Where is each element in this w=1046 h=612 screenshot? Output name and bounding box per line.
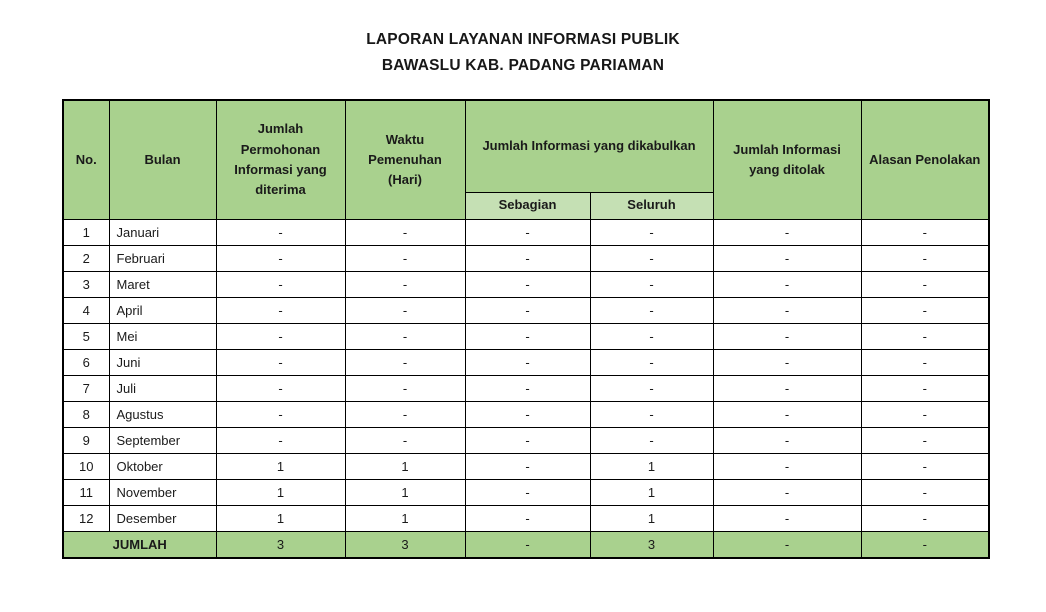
cell-permohonan: - — [216, 401, 345, 427]
cell-waktu: - — [345, 349, 465, 375]
cell-no: 3 — [63, 271, 109, 297]
cell-ditolak: - — [713, 505, 861, 531]
cell-sebagian: - — [465, 427, 590, 453]
cell-sebagian: - — [465, 245, 590, 271]
header-sebagian: Sebagian — [465, 192, 590, 219]
header-seluruh: Seluruh — [590, 192, 713, 219]
cell-waktu: - — [345, 271, 465, 297]
cell-waktu: 1 — [345, 453, 465, 479]
cell-waktu: - — [345, 219, 465, 245]
cell-no: 1 — [63, 219, 109, 245]
cell-waktu: - — [345, 297, 465, 323]
total-ditolak: - — [713, 531, 861, 558]
cell-no: 6 — [63, 349, 109, 375]
cell-ditolak: - — [713, 245, 861, 271]
cell-permohonan: - — [216, 375, 345, 401]
cell-alasan: - — [861, 349, 989, 375]
cell-alasan: - — [861, 479, 989, 505]
cell-permohonan: 1 — [216, 505, 345, 531]
table-row — [63, 349, 989, 375]
total-seluruh: 3 — [590, 531, 713, 558]
cell-bulan: September — [109, 427, 216, 453]
total-label: JUMLAH — [63, 531, 216, 558]
cell-waktu: - — [345, 401, 465, 427]
cell-ditolak: - — [713, 375, 861, 401]
total-row — [63, 531, 989, 558]
header-alasan: Alasan Penolakan — [861, 100, 989, 219]
cell-no: 2 — [63, 245, 109, 271]
cell-alasan: - — [861, 401, 989, 427]
cell-sebagian: - — [465, 323, 590, 349]
header-row-main — [63, 100, 989, 192]
cell-seluruh: 1 — [590, 479, 713, 505]
cell-alasan: - — [861, 323, 989, 349]
cell-no: 7 — [63, 375, 109, 401]
report-title — [0, 27, 1046, 79]
cell-seluruh: - — [590, 219, 713, 245]
cell-no: 9 — [63, 427, 109, 453]
cell-no: 12 — [63, 505, 109, 531]
cell-sebagian: - — [465, 375, 590, 401]
cell-ditolak: - — [713, 479, 861, 505]
table-row — [63, 297, 989, 323]
cell-bulan: November — [109, 479, 216, 505]
cell-ditolak: - — [713, 349, 861, 375]
cell-bulan: Januari — [109, 219, 216, 245]
cell-sebagian: - — [465, 505, 590, 531]
cell-permohonan: - — [216, 271, 345, 297]
header-dikabulkan: Jumlah Informasi yang dikabulkan — [465, 100, 713, 192]
cell-permohonan: - — [216, 427, 345, 453]
table-row — [63, 323, 989, 349]
cell-ditolak: - — [713, 453, 861, 479]
table-row — [63, 271, 989, 297]
cell-no: 4 — [63, 297, 109, 323]
cell-alasan: - — [861, 271, 989, 297]
cell-bulan: Juni — [109, 349, 216, 375]
cell-waktu: 1 — [345, 479, 465, 505]
cell-seluruh: - — [590, 323, 713, 349]
cell-waktu: - — [345, 375, 465, 401]
cell-ditolak: - — [713, 323, 861, 349]
header-no: No. — [63, 100, 109, 219]
cell-ditolak: - — [713, 297, 861, 323]
cell-seluruh: - — [590, 401, 713, 427]
cell-no: 10 — [63, 453, 109, 479]
cell-bulan: Oktober — [109, 453, 216, 479]
cell-ditolak: - — [713, 427, 861, 453]
table-header — [63, 100, 989, 219]
cell-permohonan: - — [216, 297, 345, 323]
cell-seluruh: - — [590, 245, 713, 271]
cell-seluruh: 1 — [590, 505, 713, 531]
cell-permohonan: - — [216, 323, 345, 349]
table-row — [63, 453, 989, 479]
table-row — [63, 219, 989, 245]
cell-sebagian: - — [465, 349, 590, 375]
cell-sebagian: - — [465, 453, 590, 479]
cell-waktu: - — [345, 323, 465, 349]
total-permohonan: 3 — [216, 531, 345, 558]
header-ditolak: Jumlah Informasi yang ditolak — [713, 100, 861, 219]
cell-alasan: - — [861, 427, 989, 453]
cell-ditolak: - — [713, 401, 861, 427]
cell-permohonan: - — [216, 245, 345, 271]
cell-seluruh: - — [590, 271, 713, 297]
cell-bulan: April — [109, 297, 216, 323]
cell-bulan: Juli — [109, 375, 216, 401]
table-row — [63, 479, 989, 505]
cell-alasan: - — [861, 219, 989, 245]
cell-ditolak: - — [713, 219, 861, 245]
table-row — [63, 375, 989, 401]
cell-permohonan: 1 — [216, 453, 345, 479]
cell-no: 8 — [63, 401, 109, 427]
cell-no: 11 — [63, 479, 109, 505]
cell-alasan: - — [861, 245, 989, 271]
cell-seluruh: - — [590, 349, 713, 375]
cell-alasan: - — [861, 453, 989, 479]
table-row — [63, 401, 989, 427]
table-row — [63, 427, 989, 453]
cell-seluruh: - — [590, 427, 713, 453]
report-title-line2: BAWASLU KAB. PADANG PARIAMAN — [381, 57, 665, 74]
cell-sebagian: - — [465, 401, 590, 427]
table-row — [63, 505, 989, 531]
table-row — [63, 245, 989, 271]
report-title-line1: LAPORAN LAYANAN INFORMASI PUBLIK — [366, 31, 680, 48]
header-bulan: Bulan — [109, 100, 216, 219]
cell-sebagian: - — [465, 479, 590, 505]
cell-bulan: Maret — [109, 271, 216, 297]
cell-ditolak: - — [713, 271, 861, 297]
cell-bulan: Agustus — [109, 401, 216, 427]
cell-seluruh: - — [590, 297, 713, 323]
cell-alasan: - — [861, 297, 989, 323]
cell-bulan: Mei — [109, 323, 216, 349]
table-body — [63, 219, 989, 531]
cell-sebagian: - — [465, 219, 590, 245]
cell-sebagian: - — [465, 271, 590, 297]
cell-bulan: Desember — [109, 505, 216, 531]
header-permohonan: Jumlah Permohonan Informasi yang diterima — [216, 100, 345, 219]
cell-permohonan: 1 — [216, 479, 345, 505]
total-waktu: 3 — [345, 531, 465, 558]
table-footer — [63, 531, 989, 558]
cell-permohonan: - — [216, 219, 345, 245]
cell-seluruh: 1 — [590, 453, 713, 479]
cell-sebagian: - — [465, 297, 590, 323]
total-alasan: - — [861, 531, 989, 558]
cell-alasan: - — [861, 505, 989, 531]
cell-permohonan: - — [216, 349, 345, 375]
cell-no: 5 — [63, 323, 109, 349]
header-waktu: Waktu Pemenuhan (Hari) — [345, 100, 465, 219]
public-information-report-table — [62, 99, 990, 559]
cell-waktu: - — [345, 427, 465, 453]
cell-alasan: - — [861, 375, 989, 401]
cell-waktu: 1 — [345, 505, 465, 531]
cell-seluruh: - — [590, 375, 713, 401]
total-sebagian: - — [465, 531, 590, 558]
cell-waktu: - — [345, 245, 465, 271]
cell-bulan: Februari — [109, 245, 216, 271]
